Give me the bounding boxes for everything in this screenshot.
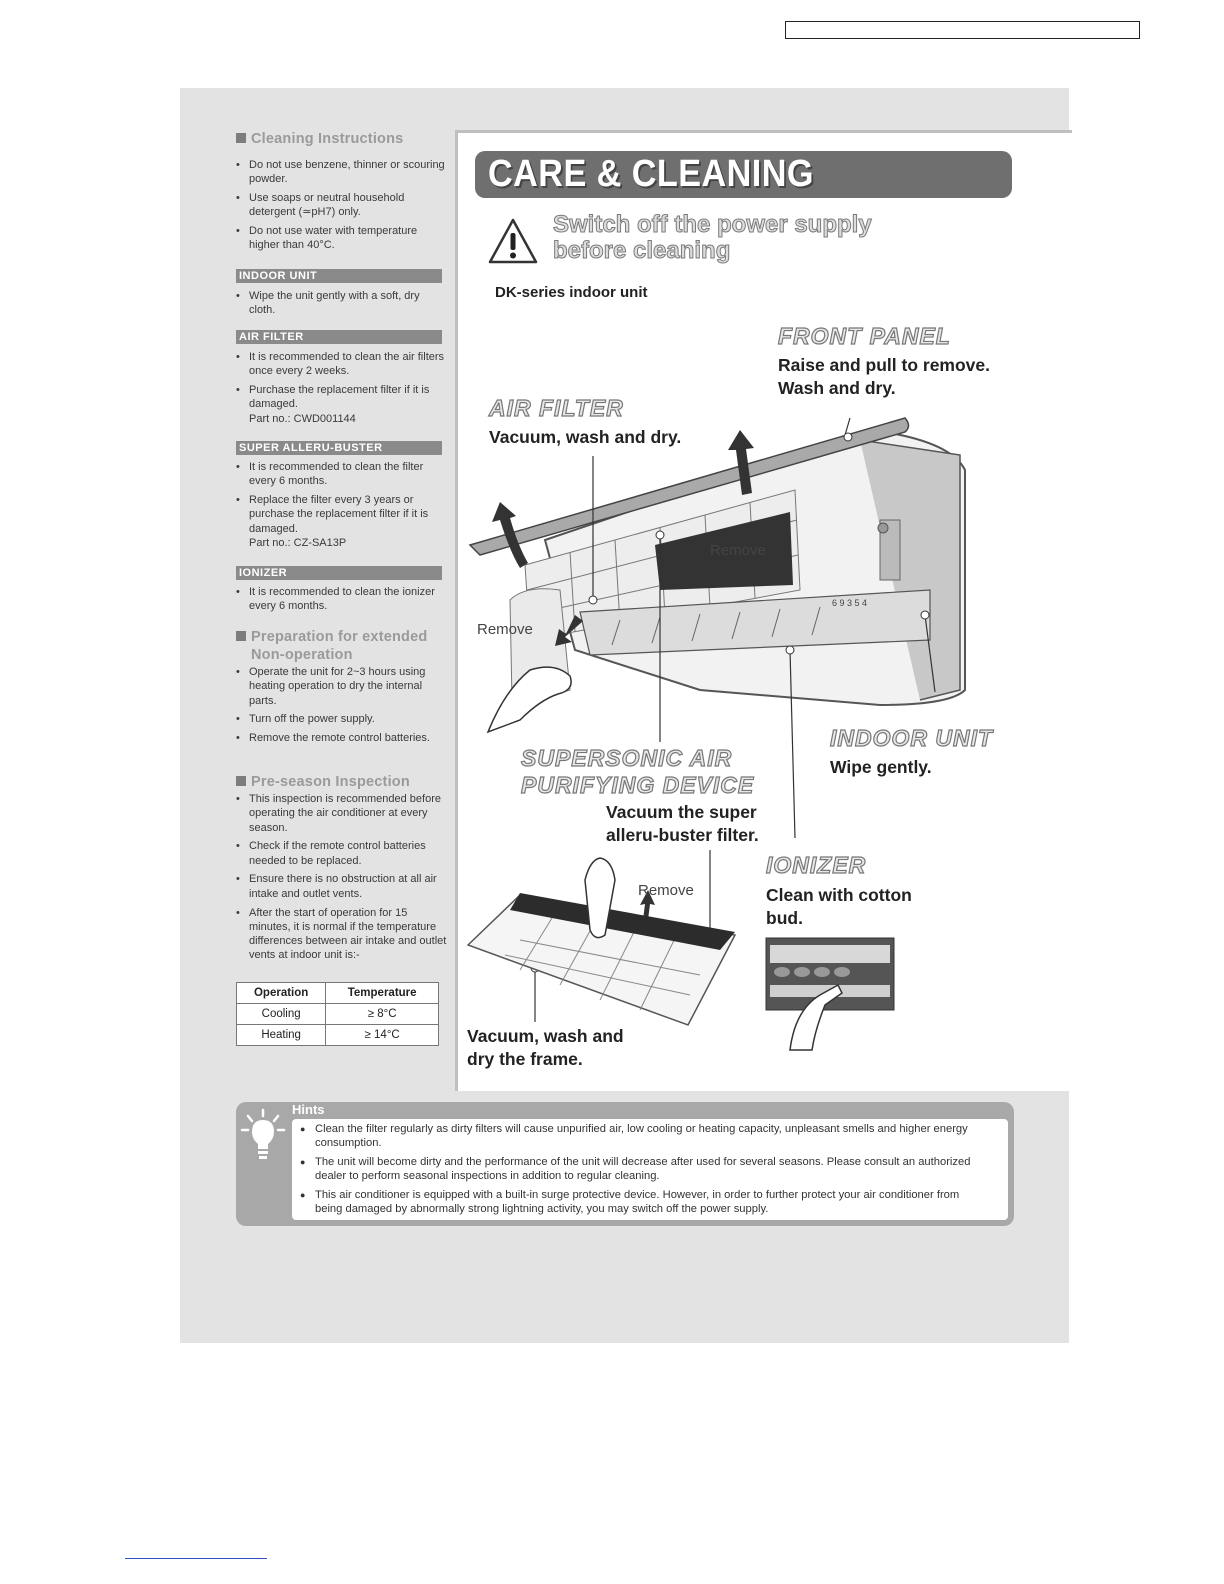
unit-buttons-label: 6 9 3 5 4 xyxy=(832,598,868,608)
supersonic-caption: Vacuum the super alleru-buster filter. xyxy=(606,802,759,845)
square-bullet-icon xyxy=(236,133,246,143)
list-item: • After the start of operation for 15 minutes, it is normal if the temperature differences between air intake and outlet vents at indoor unit is:- xyxy=(234,906,448,963)
supersonic-label: SUPERSONIC AIR PURIFYING DEVICE xyxy=(521,745,755,798)
remove-label: Remove xyxy=(638,882,694,899)
list-item: • Turn off the power supply. xyxy=(234,712,448,726)
table-row xyxy=(237,1025,439,1046)
preseason-list xyxy=(234,792,448,967)
part-number: Part no.: CWD001144 xyxy=(249,412,356,425)
air-filter-list xyxy=(234,350,448,430)
list-item: ● This air conditioner is equipped with a built-in surge protective device. However, in order to further protect your air conditioner from being damaged by abnormally strong lightning activity, you may switch off the power supply. xyxy=(298,1188,988,1216)
unit-series-label: DK-series indoor unit xyxy=(495,284,648,301)
lightbulb-icon xyxy=(240,1108,286,1164)
footer-line xyxy=(125,1558,267,1559)
ionizer-caption: Clean with cotton bud. xyxy=(766,885,912,928)
list-item: • Use soaps or neutral household detergent (≃pH7) only. xyxy=(234,191,448,220)
table-header: Temperature xyxy=(326,983,439,1004)
list-item: ● The unit will become dirty and the performance of the unit will decrease after used for several seasons. Please consult an authorized dealer to perform seasonal inspections in addition to regular cleaning. xyxy=(298,1155,988,1183)
ionizer-bar: IONIZER xyxy=(236,566,442,580)
cleaning-instructions-heading: Cleaning Instructions xyxy=(236,131,403,147)
indoor-unit-list xyxy=(234,289,448,322)
super-alleru-buster-bar: SUPER ALLERU-BUSTER xyxy=(236,441,442,455)
table-cell: ≥ 14°C xyxy=(326,1025,439,1046)
air-filter-label: AIR FILTER xyxy=(489,395,624,421)
part-number: Part no.: CZ-SA13P xyxy=(249,536,347,549)
table-row xyxy=(237,1004,439,1025)
list-item: ● Clean the filter regularly as dirty filters will cause unpurified air, low cooling or heating capacity, unpleasant smells and higher energy consumption. xyxy=(298,1122,988,1150)
warning-text: Switch off the power supply before cleaning xyxy=(553,211,872,264)
preseason-heading: Pre-season Inspection xyxy=(236,774,410,790)
temperature-table xyxy=(236,982,439,1046)
indoor-unit-bar: INDOOR UNIT xyxy=(236,269,442,283)
list-item: • It is recommended to clean the air filters once every 2 weeks. xyxy=(234,350,448,379)
super-alleru-list xyxy=(234,460,448,555)
hints-title: Hints xyxy=(292,1102,325,1117)
remove-label: Remove xyxy=(477,621,533,638)
ionizer-list xyxy=(234,585,448,618)
list-item: • This inspection is recommended before operating the air conditioner at every season. xyxy=(234,792,448,835)
preparation-heading: Preparation for extended Non-operation xyxy=(236,628,427,664)
front-panel-label: FRONT PANEL xyxy=(778,323,951,349)
list-item: • Operate the unit for 2~3 hours using heating operation to dry the internal parts. xyxy=(234,665,448,708)
table-cell: Heating xyxy=(237,1025,326,1046)
table-cell: ≥ 8°C xyxy=(326,1004,439,1025)
square-bullet-icon xyxy=(236,776,246,786)
frame-caption: Vacuum, wash and dry the frame. xyxy=(467,1026,624,1069)
hints-list xyxy=(298,1122,988,1221)
list-item: • Replace the filter every 3 years or purchase the replacement filter if it is damaged. Part no.: CZ-SA13P xyxy=(234,493,448,550)
list-item: • It is recommended to clean the filter every 6 months. xyxy=(234,460,448,489)
front-panel-caption: Raise and pull to remove. Wash and dry. xyxy=(778,355,990,398)
indoor-unit-label: INDOOR UNIT xyxy=(830,725,994,751)
list-item: • Do not use water with temperature higher than 40°C. xyxy=(234,224,448,253)
list-item: • Wipe the unit gently with a soft, dry cloth. xyxy=(234,289,448,318)
remove-label: Remove xyxy=(710,542,766,559)
table-cell: Cooling xyxy=(237,1004,326,1025)
list-item: • Remove the remote control batteries. xyxy=(234,731,448,745)
square-bullet-icon xyxy=(236,631,246,641)
table-header: Operation xyxy=(237,983,326,1004)
table-header-row xyxy=(237,983,439,1004)
ionizer-label: IONIZER xyxy=(766,852,867,878)
header-box xyxy=(785,21,1140,39)
warning-icon xyxy=(487,217,539,265)
list-item: • Ensure there is no obstruction at all air intake and outlet vents. xyxy=(234,872,448,901)
list-item: • Check if the remote control batteries needed to be replaced. xyxy=(234,839,448,868)
list-item: • Purchase the replacement filter if it is damaged. Part no.: CWD001144 xyxy=(234,383,448,426)
list-item: • Do not use benzene, thinner or scouring powder. xyxy=(234,158,448,187)
cleaning-list xyxy=(234,158,448,257)
preparation-list xyxy=(234,665,448,750)
air-filter-caption: Vacuum, wash and dry. xyxy=(489,427,682,447)
indoor-unit-caption: Wipe gently. xyxy=(830,757,932,777)
page-title: CARE & CLEANING xyxy=(488,153,814,195)
list-item: • It is recommended to clean the ionizer every 6 months. xyxy=(234,585,448,614)
air-filter-bar: AIR FILTER xyxy=(236,330,442,344)
